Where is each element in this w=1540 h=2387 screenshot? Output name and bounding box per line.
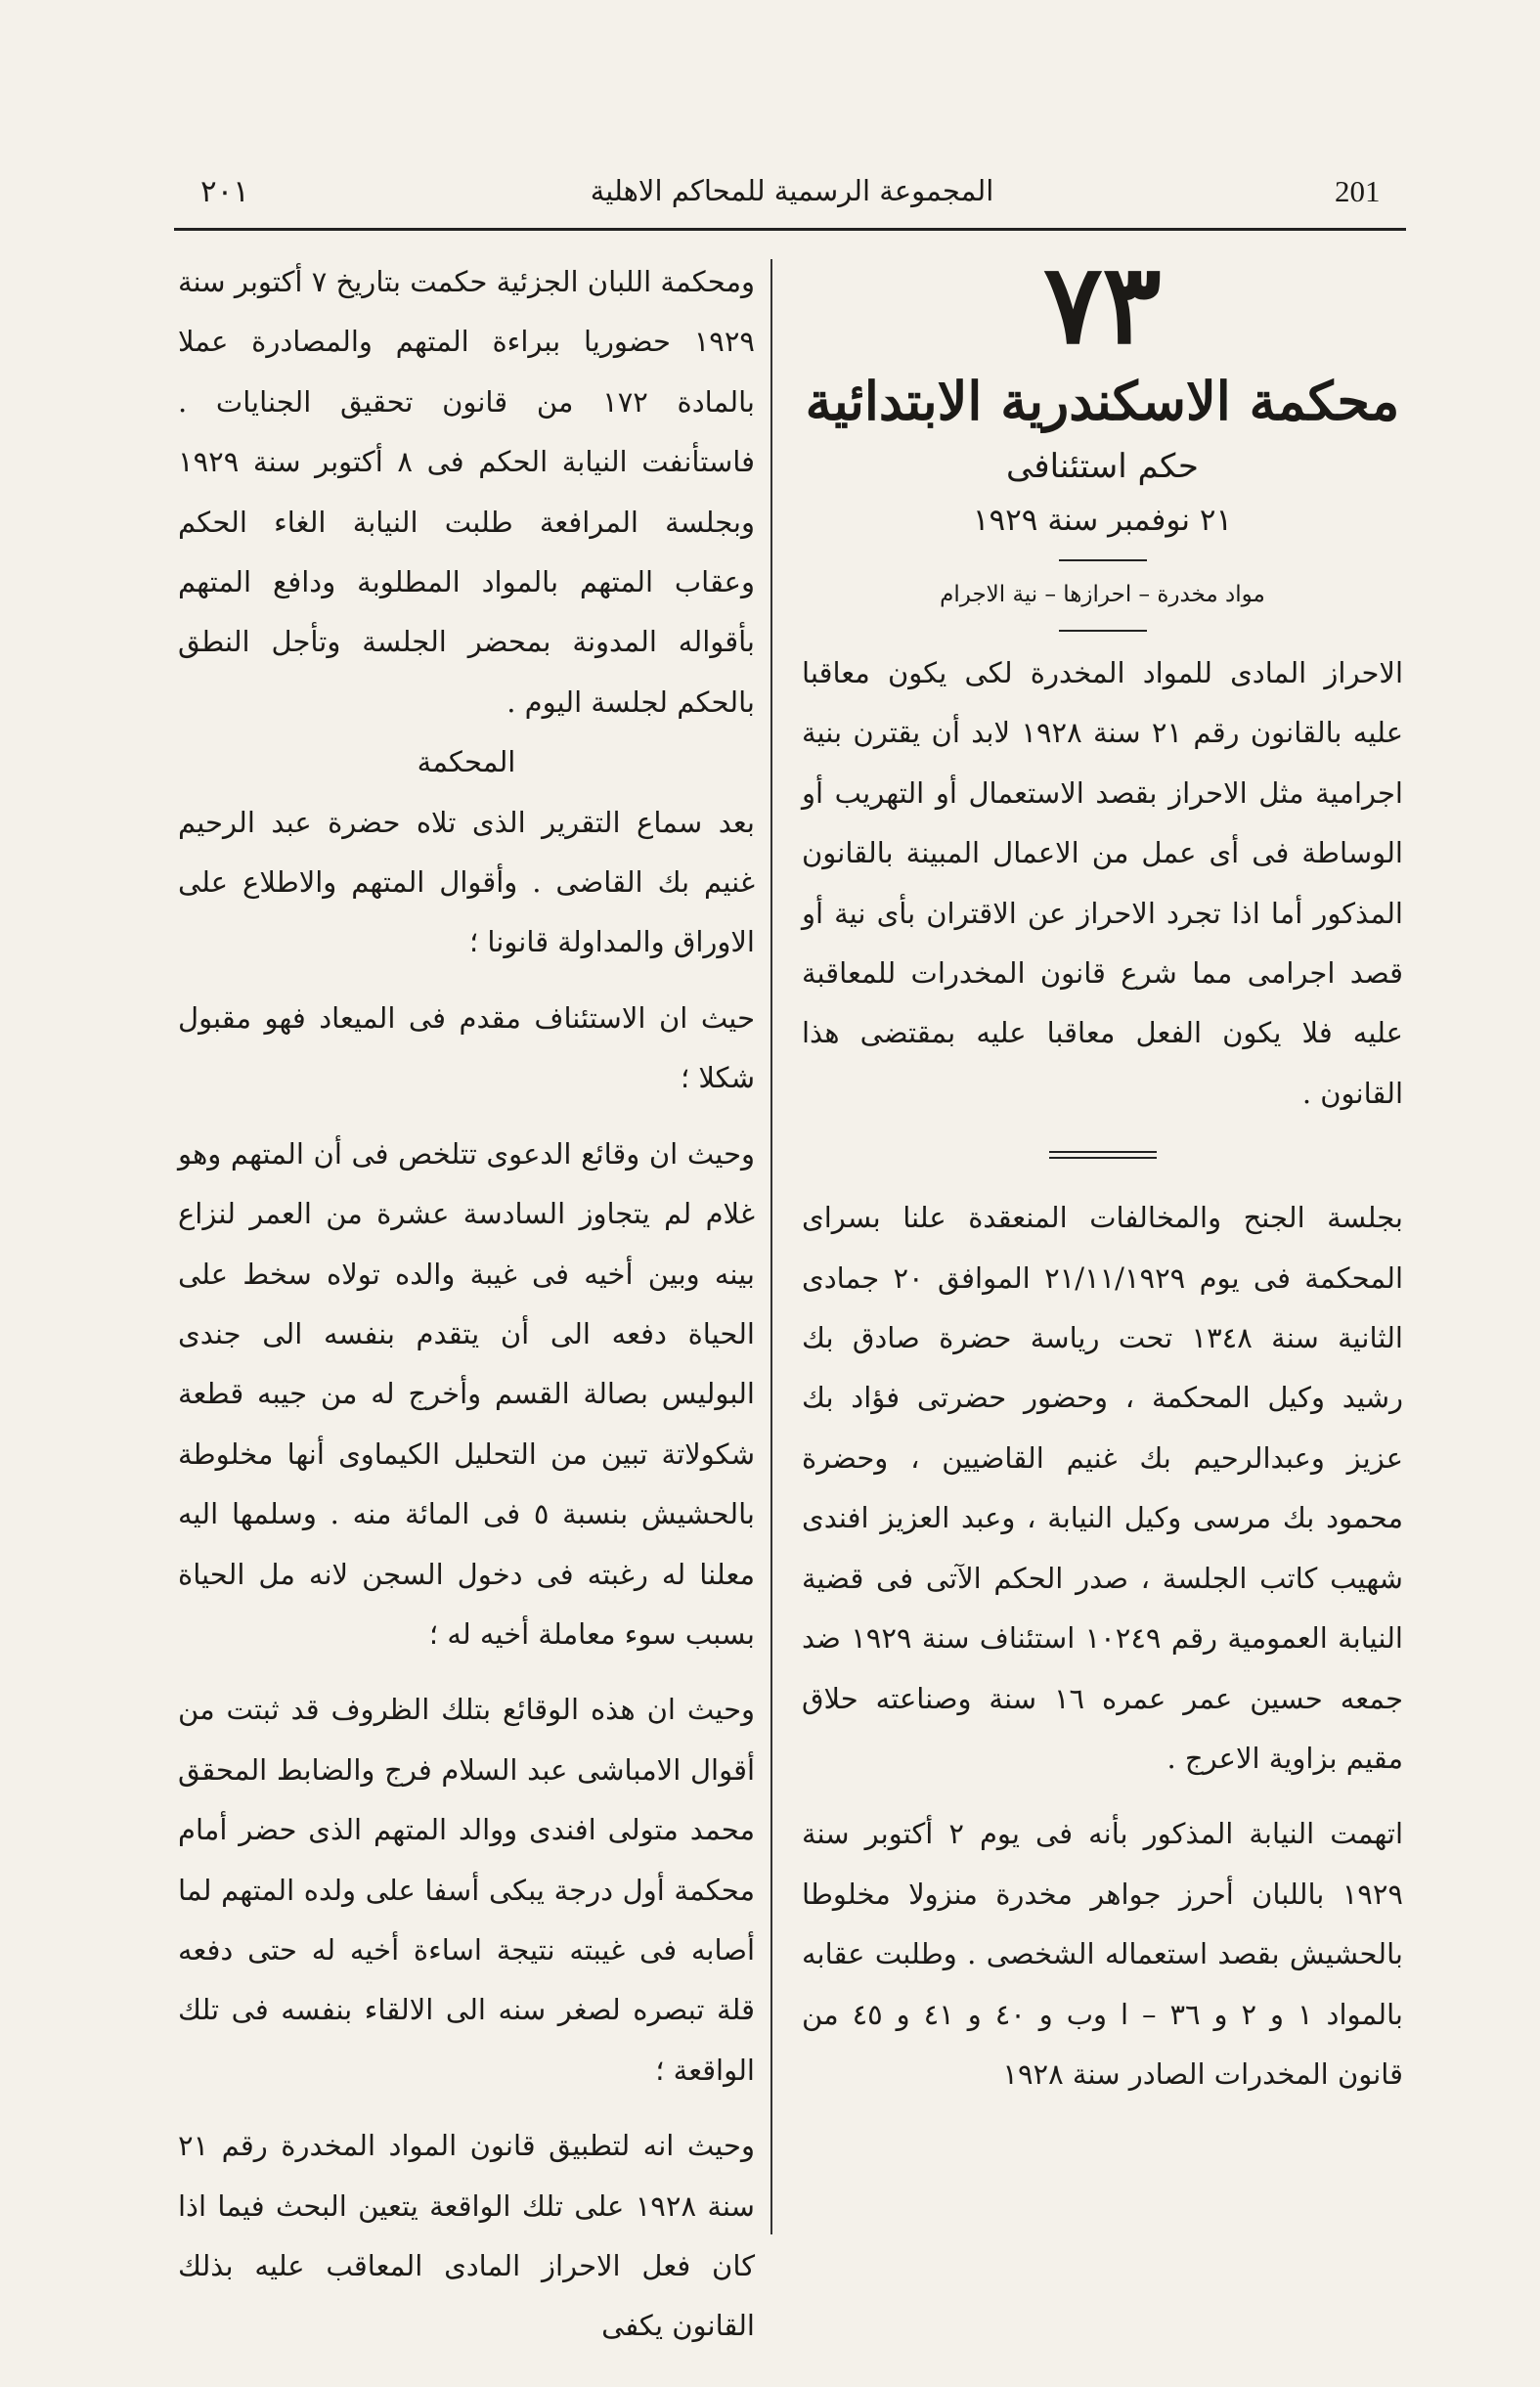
intro-paragraph: ومحكمة اللبان الجزئية حكمت بتاريخ ٧ أكتوبر سنة ١٩٢٩ حضوريا ببراءة المتهم والمصادرة عملا بالمادة ١٧٢ من قانون تحقيق الجنايات . فاستأنفت النيابة الحكم فى ٨ أكتوبر سنة ١٩٢٩ وبجلسة المرافعة طلبت النيابة الغاء الحكم وعقاب المتهم بالمواد المطلوبة ودافع المتهم بأقواله المدونة بمحضر الجلسة وتأجل النطق بالحكم لجلسة اليوم . (178, 265, 755, 719)
charge-paragraph: اتهمت النيابة المذكور بأنه فى يوم ٢ أكتوبر سنة ١٩٢٩ باللبان أحرز جواهر مخدرة منزولا مخلوطا بالحشيش بقصد استعماله الشخصى . وطلبت عقابه بالمواد ١ و ٢ و ٣٦ – ا وب و ٤٠ و ٤١ و ٤٥ من قانون المخدرات الصادر سنة ١٩٢٨ (802, 1817, 1404, 2091)
paragraph-4: وحيث ان هذه الوقائع بتلك الظروف قد ثبتت من أقوال الامباشى عبد السلام فرج والضابط المحقق محمد متولى افندى ووالد المتهم الذى حضر أمام محكمة أول درجة يبكى أسفا على ولده المتهم لما أصابه فى غيبته نتيجة اساءة أخيه له حتى دفعه قلة تبصره لصغر سنه الى الالقاء بنفسه فى تلك الواقعة ؛ (178, 1693, 755, 2087)
page-number-latin: 201 (1335, 174, 1381, 208)
short-divider (1059, 630, 1147, 632)
page-header (0, 174, 1540, 233)
column-divider (770, 259, 772, 2234)
short-divider (1059, 559, 1147, 561)
court-heading: المحكمة (417, 745, 516, 779)
double-divider (1049, 1151, 1157, 1159)
running-title: المجموعة الرسمية للمحاكم الاهلية (590, 174, 994, 207)
session-paragraph: بجلسة الجنح والمخالفات المنعقدة علنا بسراى المحكمة فى يوم ٢١/١١/١٩٢٩ الموافق ٢٠ جمادى الثانية سنة ١٣٤٨ تحت رياسة حضرة صادق بك رشيد وكيل المحكمة ، وحضور حضرتى فؤاد بك عزيز وعبدالرحيم بك غنيم القاضيين ، وحضرة محمود بك مرسى وكيل النيابة ، وعبد العزيز افندى شهيب كاتب الجلسة ، صدر الحكم الآتى فى قضية النيابة العمومية رقم ١٠٢٤٩ استئناف سنة ١٩٢٩ ضد جمعه حسين عمر عمره ١٦ سنة وصناعته حلاق مقيم بزاوية الاعرج . (802, 1201, 1404, 1775)
keywords: مواد مخدرة – احرازها – نية الاجرام (940, 582, 1265, 607)
paragraph-3: وحيث ان وقائع الدعوى تتلخص فى أن المتهم وهو غلام لم يتجاوز السادسة عشرة من العمر لنزاع بينه وبين أخيه فى غيبة والده تولاه سخط على الحياة دفعه الى أن يتقدم بنفسه الى جندى البوليس بصالة القسم وأخرج له من جيبه قطعة شكولاتة تبين من التحليل الكيماوى أنها مخلوطة بالحشيش بنسبة ٥ فى المائة منه . وسلمها اليه معلنا له رغبته فى دخول السجن لانه مل الحياة بسبب سوء معاملة أخيه له ؛ (178, 1136, 755, 1651)
right-column (802, 241, 1404, 2104)
court-name: محكمة الاسكندرية الابتدائية (805, 370, 1400, 432)
paragraph-1: بعد سماع التقرير الذى تلاه حضرة عبد الرحيم غنيم بك القاضى . وأقوال المتهم والاطلاع على الاوراق والمداولة قانونا ؛ (178, 805, 755, 959)
page-number-arabic: ٢٠١ (200, 174, 249, 209)
left-column (178, 252, 755, 2357)
ruling-type: حكم استئنافى (1006, 447, 1199, 486)
case-number: ٧٣ (1043, 241, 1162, 369)
paragraph-2: حيث ان الاستئناف مقدم فى الميعاد فهو مقبول شكلا ؛ (178, 1000, 755, 1095)
header-rule (174, 228, 1406, 231)
paragraph-5: وحيث انه لتطبيق قانون المواد المخدرة رقم ٢١ سنة ١٩٢٨ على تلك الواقعة يتعين البحث فيما اذا كان فعل الاحراز المادى المعاقب عليه بذلك القانون يكفى (178, 2129, 755, 2343)
summary-paragraph: الاحراز المادى للمواد المخدرة لكى يكون معاقبا عليه بالقانون رقم ٢١ سنة ١٩٢٨ لابد أن يقترن بنية اجرامية مثل الاحراز بقصد الاستعمال أو التهريب أو الوساطة فى أى عمل من الاعمال المبينة بالقانون المذكور أما اذا تجرد الاحراز عن الاقتران بأى نية أو قصد اجرامى مما شرع قانون المخدرات للمعاقبة عليه فلا يكون الفعل معاقبا عليه بمقتضى هذا القانون . (802, 656, 1403, 1110)
ruling-date: ٢١ نوفمبر سنة ١٩٢٩ (972, 503, 1233, 538)
